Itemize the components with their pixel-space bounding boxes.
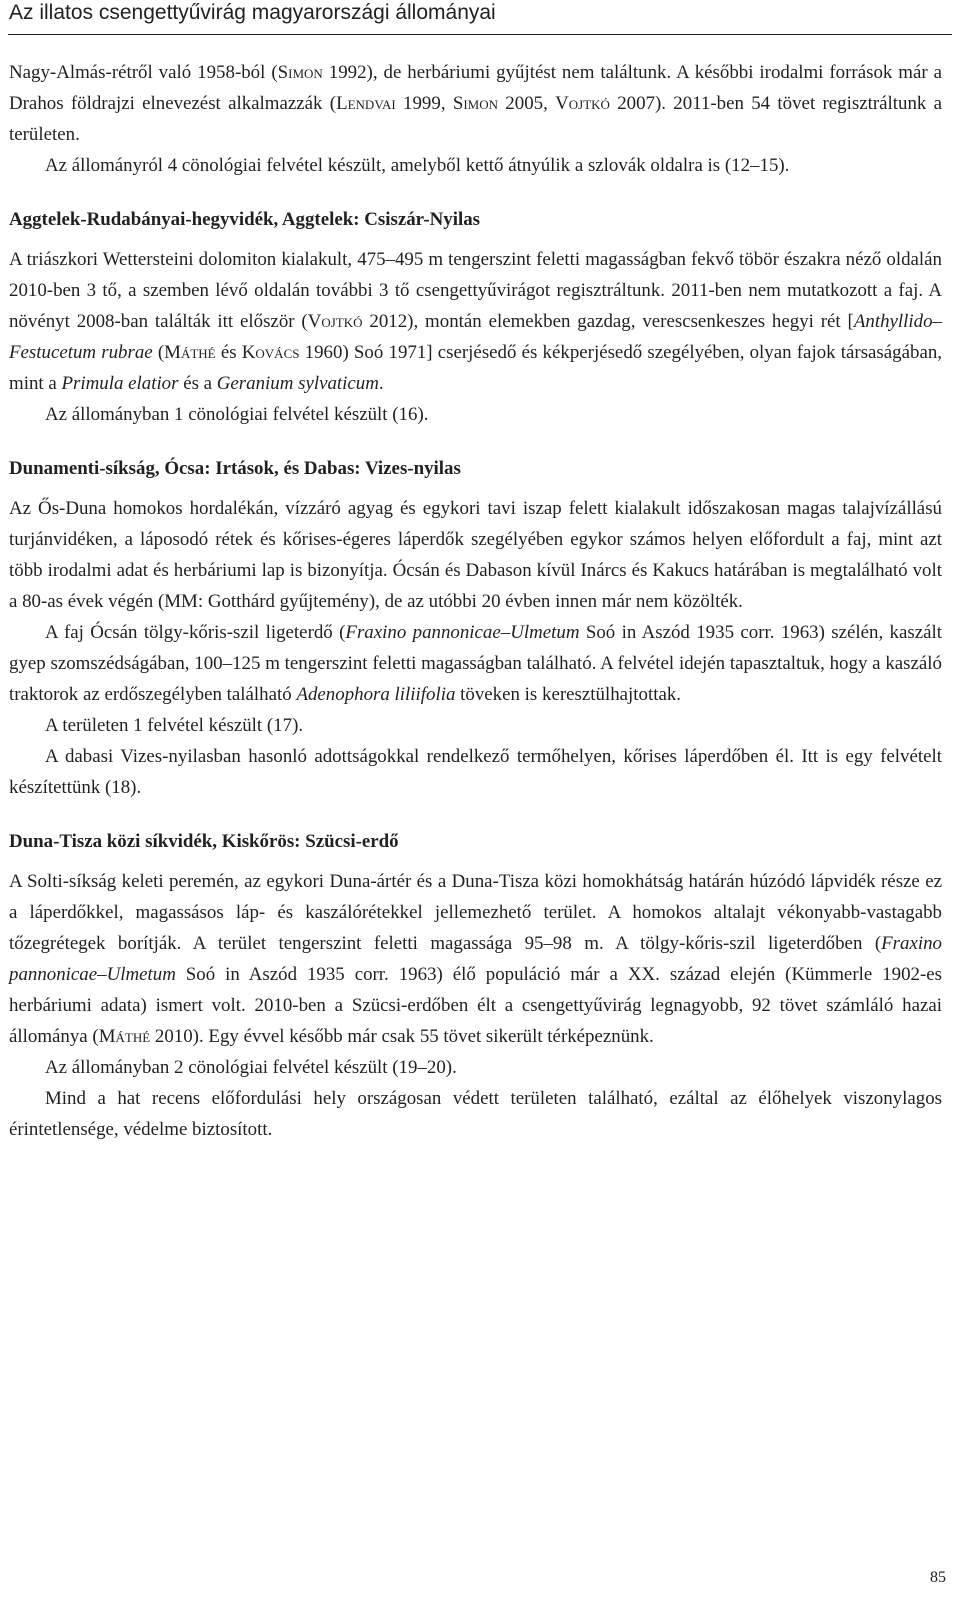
paragraph-intro-2: Az állományról 4 cönológiai felvétel készült, amelyből kettő átnyúlik a szlovák oldalra is (12–15). [45,155,790,176]
author-vojtko: Vojtkó [555,93,610,114]
paragraph-intro-1: Nagy-Almás-rétről való 1958-ból (Simon 1992), de herbáriumi gyűjtést nem találtunk. A későbbi irodalmi források már a Drahos földrajzi elnevezést alkalmazzák (Lendvai 1999, Simon 2005, Vojtkó 2007). 2011-ben 54 tövet regisztráltunk a területen. [9,62,943,145]
author-lendvai: Lendvai [336,93,396,114]
header-rule [8,34,952,35]
taxon-name: Adenophora liliifolia [296,684,456,705]
paragraph-kiskoros-2: Az állományban 2 cönológiai felvétel készült (19–20). [45,1057,457,1078]
paragraph-kiskoros-3: Mind a hat recens előfordulási hely országosan védett területen található, ezáltal az élőhelyek viszonylagos érintetlensége, védelme biztosított. [9,1088,942,1140]
author-vojtko: Vojtkó [307,311,363,332]
paragraph-dunamenti-1: Az Ős-Duna homokos hordalékán, vízzáró agyag és egykori tavi iszap felett kialakult időszakosan magas talajvízállású turjánvidéken, a láposodó rétek és kőrises-égeres láperdők szegélyében egykor számos helyen előfordult a faj, mint azt több irodalmi adat és herbáriumi lap is bizonyítja. Ócsán és Dabason kívül Inárcs és Kakucs határában is megtalálható volt a 80-as évek végén (MM: Gotthárd gyűjtemény), de az utóbbi 20 évben innen már nem közölték. [9,498,942,612]
paragraph-aggtelek-1: A triászkori Wettersteini dolomiton kialakult, 475–495 m tengerszint feletti magasságban fekvő töbör északra néző oldalán 2010-ben 3 tő, a szemben lévő oldalán további 3 tő csengettyűvirágot regisztráltunk. 2011-ben nem mutatkozott a faj. A növényt 2008-ban találták itt először (Vojtkó 2012), montán elemekben gazdag, verescsenkeszes hegyi rét [Anthyllido–Festucetum rubrae (Máthé és Kovács 1960) Soó 1971] cserjésedő és kékperjésedő szegélyében, olyan fajok társaságában, mint a Primula elatior és a Geranium sylvaticum. [9,249,942,394]
paragraph-dunamenti-3: A területen 1 felvétel készült (17). [45,715,304,736]
section-heading-dunamenti: Dunamenti-síkság, Ócsa: Irtások, és Dabas: Vizes-nyilas [9,458,461,479]
page-number: 85 [930,1569,946,1586]
author-mathe: Máthé [164,342,216,363]
paragraph-aggtelek-2: Az állományban 1 cönológiai felvétel készült (16). [45,404,429,425]
running-header: Az illatos csengettyűvirág magyarországi állományai [9,1,496,24]
author-simon: Simon [277,62,323,83]
taxon-name: Fraxino pannonicae–Ulmetum [9,933,942,985]
taxon-name: Geranium sylvaticum [216,373,379,394]
taxon-name: Fraxino pannonicae–Ulmetum [345,622,580,643]
paragraph-dunamenti-2: A faj Ócsán tölgy-kőris-szil ligeterdő (Fraxino pannonicae–Ulmetum Soó in Aszód 1935 corr. 1963) szélén, kaszált gyep szomszédságában, 100–125 m tengerszint feletti magasságban található. A felvétel idején tapasztaltuk, hogy a kaszáló traktorok az erdőszegélyben található Adenophora liliifolia töveken is keresztülhajtottak. [9,622,942,705]
paragraph-kiskoros-1: A Solti-síkság keleti peremén, az egykori Duna-ártér és a Duna-Tisza közi homokhátság határán húzódó lápvidék része ez a láperdőkkel, magassásos láp- és kaszálórétekkel jellemezhető terület. A homokos altalajt vékonyabb-vastagabb tőzegrétegek borítják. A terület tengerszint feletti magassága 95–98 m. A tölgy-kőris-szil ligeterdőben (Fraxino pannonicae–Ulmetum Soó in Aszód 1935 corr. 1963) élő populáció már a XX. század elején (Kümmerle 1902-es herbáriumi adata) ismert volt. 2010-ben a Szücsi-erdőben élt a csengettyűvirág legnagyobb, 92 tövet számláló hazai állománya (Máthé 2010). Egy évvel később már csak 55 tövet sikerült térképeznünk. [9,871,942,1047]
taxon-name: Anthyllido–Festucetum rubrae [9,311,942,363]
author-mathe: Máthé [98,1026,151,1047]
section-heading-kiskoros: Duna-Tisza közi síkvidék, Kiskőrös: Szücsi-erdő [9,831,399,852]
body-text [9,57,942,1145]
taxon-name: Primula elatior [61,373,179,394]
author-kovacs: Kovács [241,342,300,363]
author-simon: Simon [452,93,499,114]
section-heading-aggtelek: Aggtelek-Rudabányai-hegyvidék, Aggtelek: Csiszár-Nyilas [9,209,481,230]
paragraph-dunamenti-4: A dabasi Vizes-nyilasban hasonló adottságokkal rendelkező termőhelyen, kőrises láperdőben él. Itt is egy felvételt készítettünk (18). [9,746,942,798]
